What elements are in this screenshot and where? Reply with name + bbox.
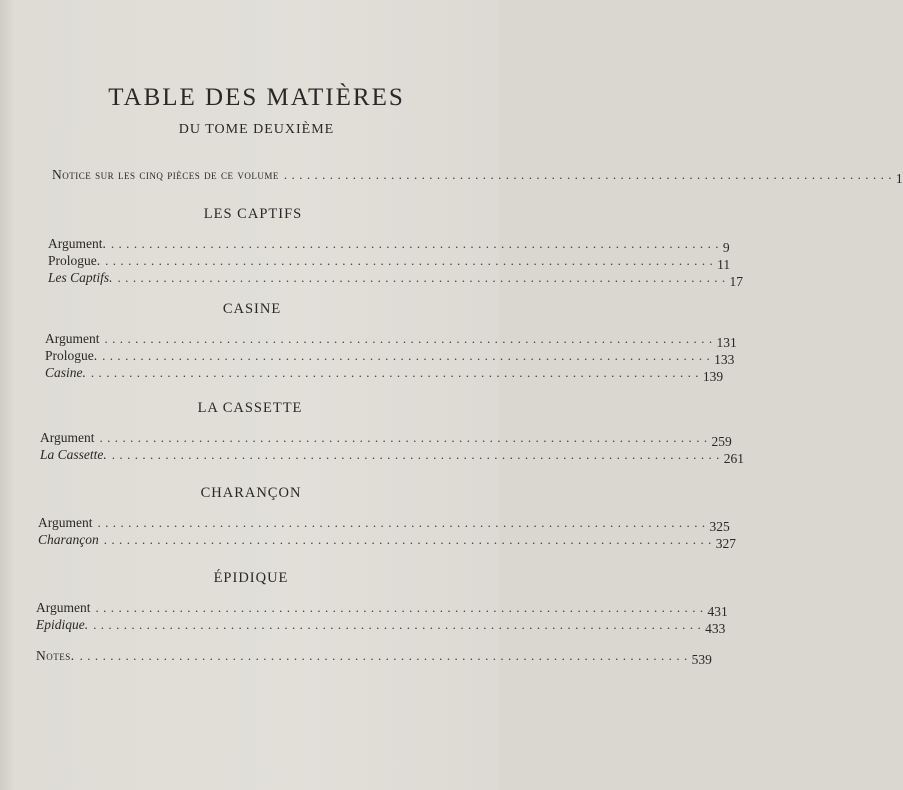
section-charancon [38, 485, 736, 551]
section-heading: CASINE [222, 301, 282, 317]
toc-entry-label: La Cassette. [40, 447, 107, 462]
dot-leader: ................................................................................ [111, 447, 724, 462]
toc-entry [36, 616, 726, 636]
toc-entry-page: 9 [722, 240, 730, 255]
toc-entry [45, 364, 724, 384]
toc-entry-label: Notes. [36, 648, 75, 663]
toc-entry [48, 235, 730, 255]
toc-entry-label: Argument. [48, 236, 106, 251]
toc-entry-label: Argument [45, 331, 100, 346]
toc-entry [40, 446, 745, 466]
dot-leader: ................................................................................ [90, 365, 703, 380]
toc-entry-page: 133 [714, 352, 735, 367]
toc-entry-page: 139 [702, 369, 724, 384]
toc-entry-label: Argument [40, 430, 95, 445]
toc-entry-page: 261 [723, 451, 745, 466]
section-les-captifs [48, 206, 744, 289]
section-la-cassette [40, 400, 745, 466]
toc-entry-label: Notice sur les cinq pièces de ce volume [52, 167, 279, 182]
toc-entry [45, 347, 735, 367]
dot-leader: ................................................................................ [93, 617, 706, 632]
toc-entry [45, 330, 737, 350]
dot-leader: ................................................................................ [105, 253, 718, 268]
toc-entry [40, 429, 732, 449]
section-epidique [36, 570, 728, 636]
toc-entry-label: Argument [36, 600, 91, 615]
dot-leader: ................................................................................ [97, 515, 710, 530]
section-heading: ÉPIDIQUE [213, 570, 289, 586]
page-title: TABLE DES MATIÈRES [108, 84, 405, 111]
dot-leader: ................................................................................ [104, 331, 717, 346]
toc-entry [36, 599, 728, 619]
toc-entry-label: Casine. [45, 365, 86, 380]
toc-entry [38, 514, 730, 534]
dot-leader: ................................................................................ [110, 236, 723, 251]
toc-entry-page: 327 [715, 536, 736, 551]
dot-leader: ................................................................................ [283, 167, 896, 182]
page-subtitle: DU TOME DEUXIÈME [178, 122, 335, 137]
dot-leader: ................................................................................ [99, 430, 712, 445]
toc-entry [48, 269, 744, 289]
toc-entry-label: Prologue. [48, 253, 101, 268]
dot-leader: ................................................................................ [79, 648, 692, 663]
toc-entry-notes [36, 647, 712, 667]
dot-leader: ................................................................................ [103, 532, 716, 547]
section-heading: LES CAPTIFS [203, 206, 303, 222]
toc-entry-page: 131 [716, 335, 737, 350]
toc-entry-label: Charançon [38, 532, 99, 547]
toc-entry-page: 325 [709, 519, 730, 534]
toc-entry-label: Epidique. [36, 617, 89, 632]
toc-entry-page: 17 [729, 274, 744, 289]
toc-entry-notice [52, 166, 903, 186]
toc-entry-page: 1 [895, 171, 903, 186]
section-heading: CHARANÇON [200, 485, 302, 501]
toc-entry [48, 252, 731, 272]
toc-entry-page: 539 [691, 652, 712, 667]
section-heading: LA CASSETTE [197, 400, 303, 416]
toc-entry-page: 259 [711, 434, 732, 449]
dot-leader: ................................................................................ [117, 270, 730, 285]
toc-entry-page: 433 [705, 621, 726, 636]
section-casine [45, 301, 737, 384]
toc-entry-page: 431 [707, 604, 728, 619]
dot-leader: ................................................................................ [102, 348, 715, 363]
toc-entry-page: 11 [717, 257, 731, 272]
toc-entry [38, 531, 736, 551]
toc-entry-label: Argument [38, 515, 93, 530]
toc-entry-label: Les Captifs. [48, 270, 113, 285]
dot-leader: ................................................................................ [95, 600, 708, 615]
toc-entry-label: Prologue. [45, 348, 98, 363]
